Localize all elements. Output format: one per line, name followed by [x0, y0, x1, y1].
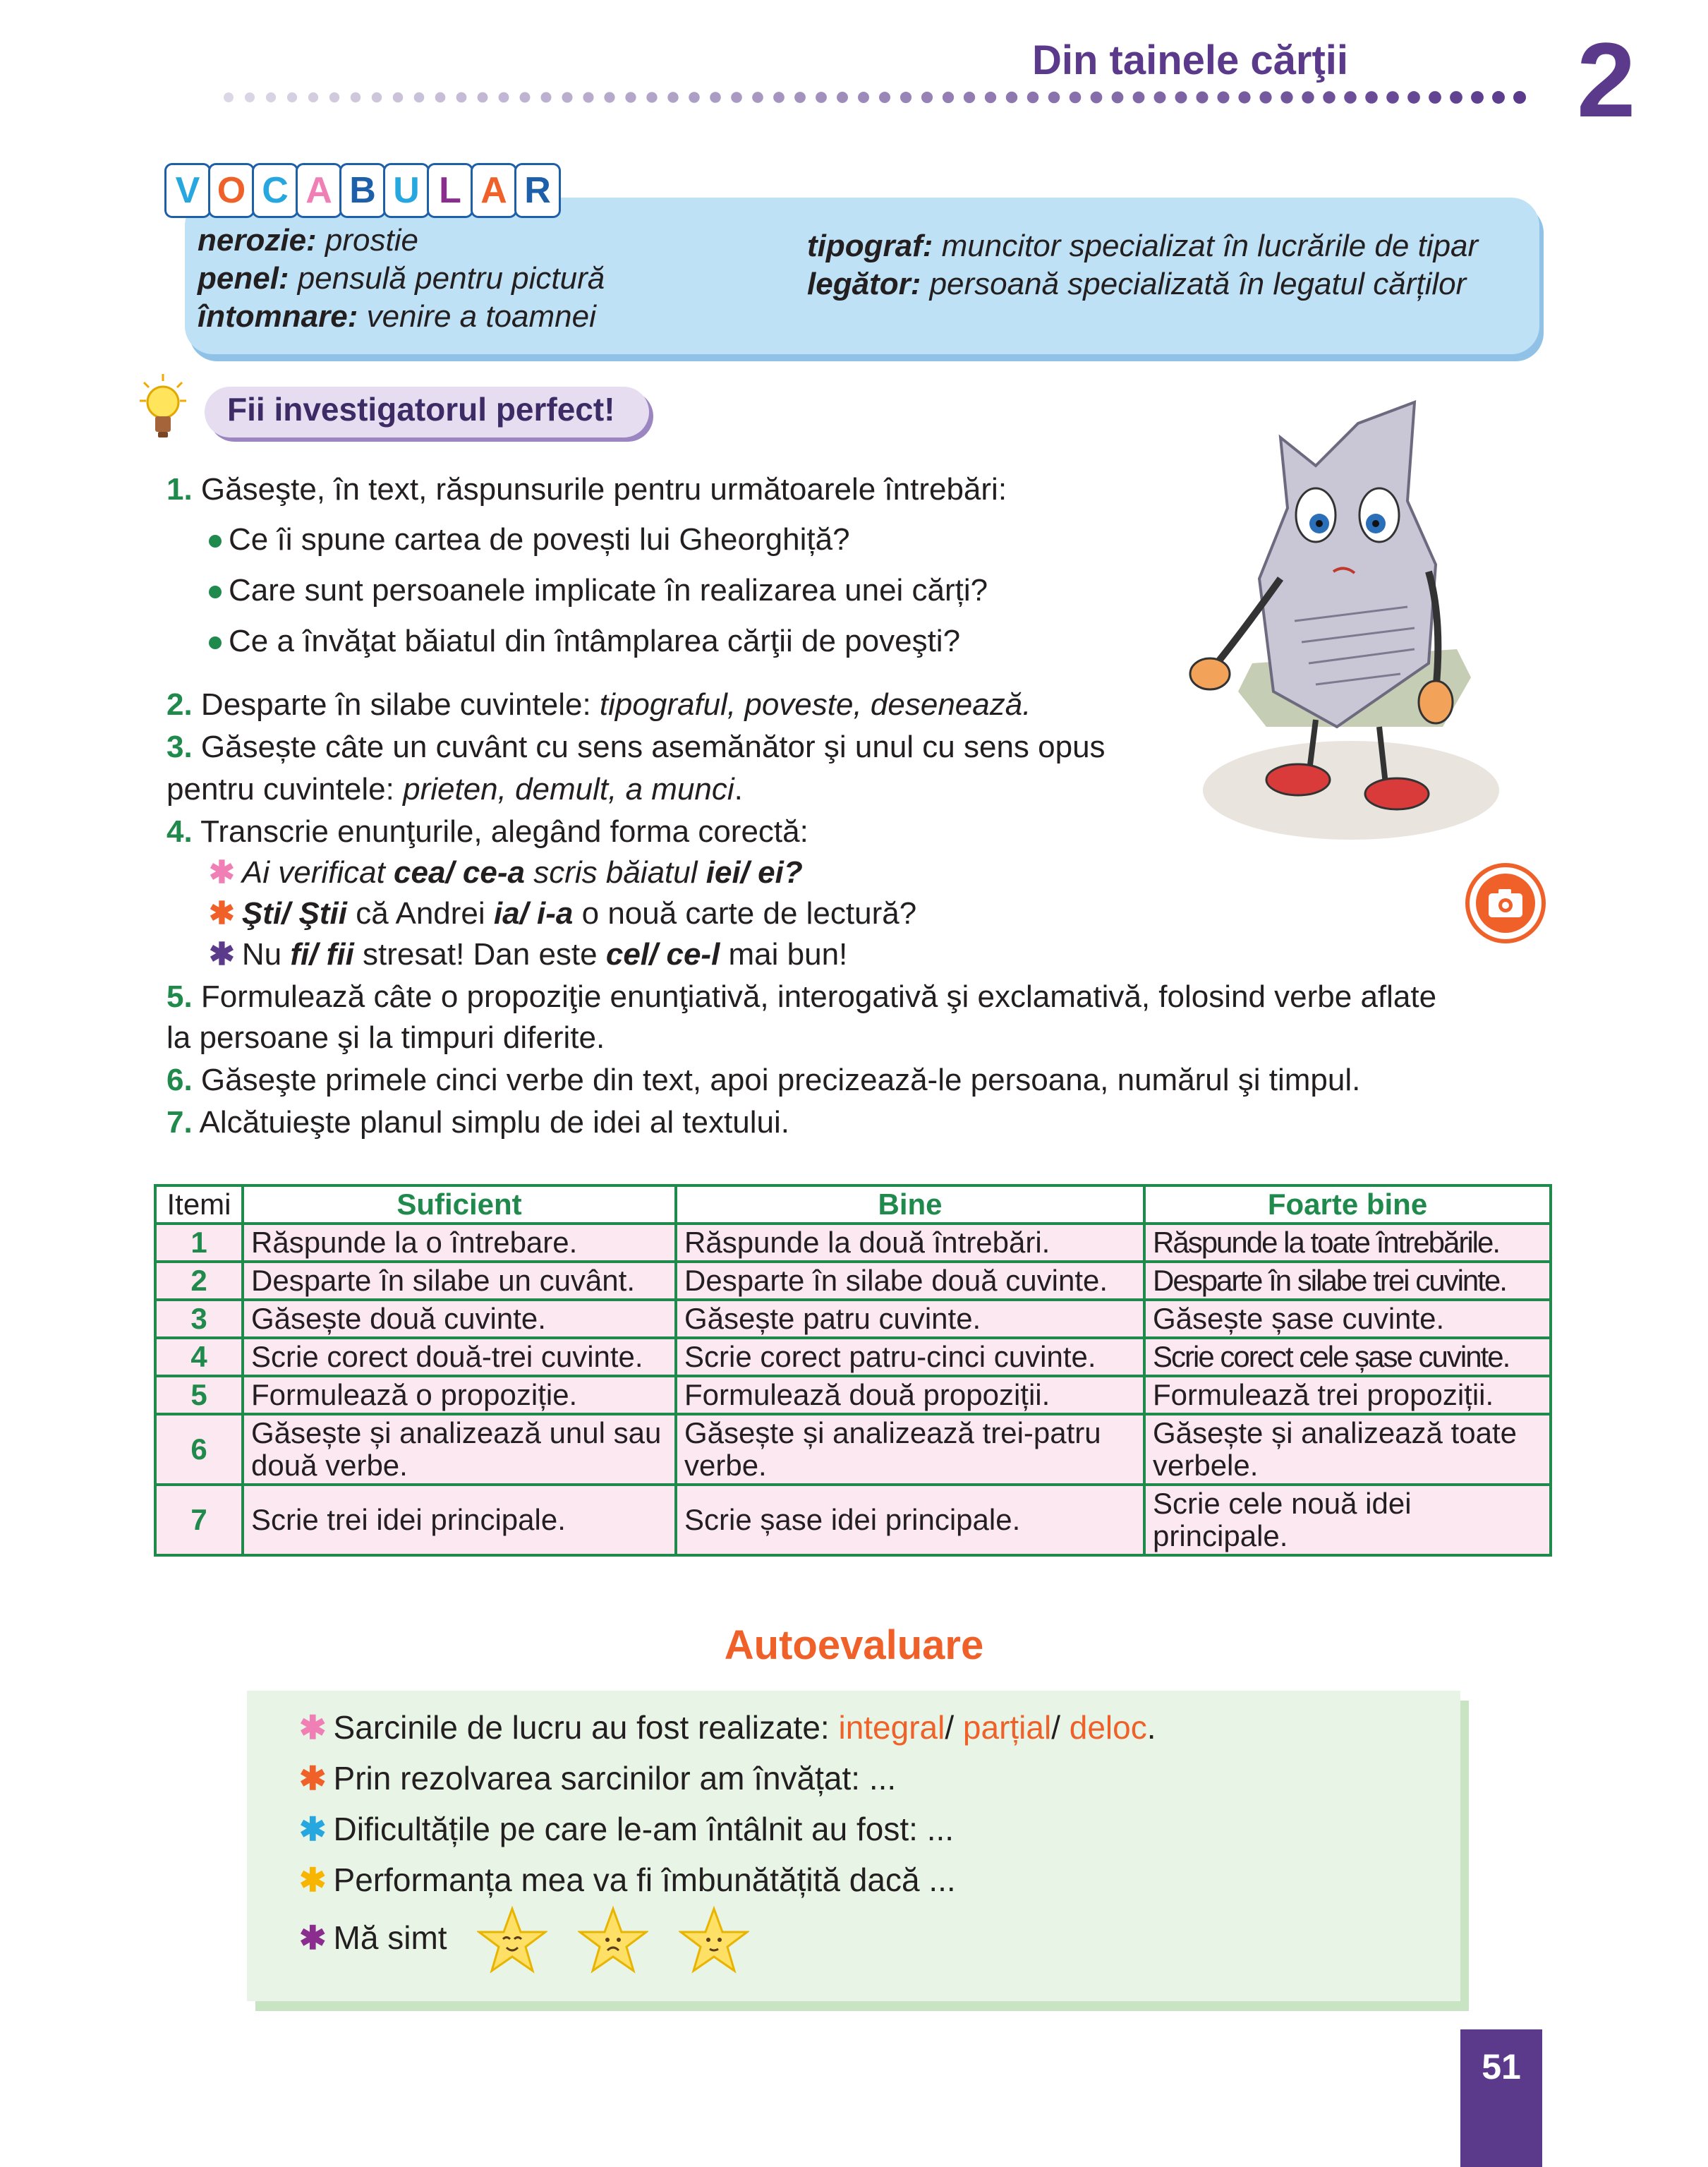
- vocabular-letter-tile: V: [166, 165, 209, 216]
- vocab-entry: penel: pensulă pentru pictură: [198, 261, 605, 296]
- autoevaluare-item: ✱ Prin rezolvarea sarcinilor am învățat: ...: [299, 1760, 897, 1797]
- header-cell: Itemi: [155, 1185, 243, 1224]
- vocabulary-left-column: [198, 222, 605, 336]
- question-4-item: ✱ Ai verificat cea/ ce-a scris băiatul iei/ ei?: [209, 855, 803, 890]
- vocabular-letter-tile: A: [298, 165, 340, 216]
- question-1: 1. Găseşte, în text, răspunsurile pentru următoarele întrebări:: [166, 472, 1007, 507]
- vocabular-letter-tile: B: [341, 165, 384, 216]
- table-cell: Găsește și analizează trei-patru verbe.: [676, 1414, 1144, 1485]
- table-cell: Găsește și analizează unul sau două verbe.: [243, 1414, 676, 1485]
- question-5-line2: la persoane şi la timpuri diferite.: [166, 1020, 605, 1055]
- table-cell: Scrie trei idei principale.: [243, 1485, 676, 1555]
- question-1-bullet: Ce a învăţat băiatul din întâmplarea cărţii de poveşti?: [209, 621, 960, 662]
- option-integral[interactable]: integral: [838, 1709, 945, 1746]
- table-row: [155, 1485, 1551, 1555]
- table-cell: Găsește două cuvinte.: [243, 1300, 676, 1338]
- question-4-item: ✱ Şti/ Ştii că Andrei ia/ i-a o nouă carte de lectură?: [209, 896, 917, 931]
- item-number-cell: 3: [155, 1300, 243, 1338]
- option-deloc[interactable]: deloc: [1069, 1709, 1147, 1746]
- header-cell: Foarte bine: [1144, 1185, 1551, 1224]
- question-1-bullet: Ce îi spune cartea de povești lui Gheorghiță?: [209, 519, 850, 560]
- table-cell: Scrie cele nouă idei principale.: [1144, 1485, 1551, 1555]
- item-number-cell: 6: [155, 1414, 243, 1485]
- table-row: [155, 1300, 1551, 1338]
- item-number-cell: 4: [155, 1338, 243, 1376]
- chapter-number: 2: [1577, 20, 1636, 139]
- item-number-cell: 5: [155, 1376, 243, 1414]
- question-3-line2: pentru cuvintele: prieten, demult, a munci.: [166, 772, 743, 807]
- page-number: 51: [1482, 2047, 1521, 2087]
- table-cell: Desparte în silabe trei cuvinte.: [1144, 1262, 1551, 1300]
- table-header-row: [155, 1185, 1551, 1224]
- table-row: [155, 1224, 1551, 1262]
- table-cell: Scrie corect cele șase cuvinte.: [1144, 1338, 1551, 1376]
- option-partial[interactable]: parțial: [962, 1709, 1052, 1746]
- vocabular-letter-tile: A: [473, 165, 515, 216]
- question-4: 4. Transcrie enunţurile, alegând forma corectă:: [166, 814, 808, 849]
- vocab-entry: legător: persoană specializată în legatul cărților: [807, 267, 1467, 301]
- camera-icon[interactable]: [1465, 862, 1546, 944]
- lightbulb-icon: [138, 373, 188, 443]
- table-cell: Formulează două propoziții.: [676, 1376, 1144, 1414]
- table-cell: Desparte în silabe un cuvânt.: [243, 1262, 676, 1300]
- table-row: [155, 1414, 1551, 1485]
- autoevaluare-title: Autoevaluare: [724, 1622, 984, 1668]
- vocabular-letter-tile: L: [429, 165, 471, 216]
- table-cell: Răspunde la toate întrebările.: [1144, 1224, 1551, 1262]
- question-7: 7. Alcătuieşte planul simplu de idei al textului.: [166, 1105, 789, 1140]
- item-number-cell: 1: [155, 1224, 243, 1262]
- happy-star-icon[interactable]: [477, 1905, 547, 1976]
- vocab-entry: întomnare: venire a toamnei: [198, 299, 596, 334]
- autoevaluare-list: [299, 1702, 1156, 1976]
- table-cell: Formulează o propoziție.: [243, 1376, 676, 1414]
- table-cell: Găsește șase cuvinte.: [1144, 1300, 1551, 1338]
- chapter-title: Din tainele cărţii: [1031, 37, 1348, 83]
- vocabular-letter-tile: R: [516, 165, 559, 216]
- dotted-divider: [219, 83, 1545, 111]
- table-cell: Găsește patru cuvinte.: [676, 1300, 1144, 1338]
- table-cell: Scrie corect două-trei cuvinte.: [243, 1338, 676, 1376]
- question-4-item: ✱ Nu fi/ fii stresat! Dan este cel/ ce-l mai bun!: [209, 937, 848, 972]
- vocab-entry: tipograf: muncitor specializat în lucrările de tipar: [807, 229, 1479, 263]
- table-row: [155, 1376, 1551, 1414]
- autoevaluare-item: ✱ Dificultățile pe care le-am întâlnit au fost: ...: [299, 1811, 955, 1847]
- table-row: [155, 1262, 1551, 1300]
- sad-star-icon[interactable]: [578, 1905, 648, 1976]
- question-6: 6. Găseşte primele cinci verbe din text, apoi precizează-le persoana, numărul şi timpul.: [166, 1063, 1361, 1097]
- question-2: 2. Desparte în silabe cuvintele: tipograful, poveste, desenează.: [166, 687, 1031, 722]
- autoevaluare-item: ✱ Mă simt: [299, 1905, 1156, 1976]
- vocabular-letter-tile: O: [210, 165, 253, 216]
- vocab-entry: nerozie: prostie: [198, 223, 418, 258]
- question-3: 3. Găsește câte un cuvânt cu sens asemănător şi unul cu sens opus: [166, 730, 1106, 764]
- table-cell: Scrie corect patru-cinci cuvinte.: [676, 1338, 1144, 1376]
- table-cell: Formulează trei propoziții.: [1144, 1376, 1551, 1414]
- neutral-star-icon[interactable]: [679, 1905, 749, 1976]
- table-cell: Răspunde la două întrebări.: [676, 1224, 1144, 1262]
- vocabular-letter-tile: C: [254, 165, 296, 216]
- table-cell: Răspunde la o întrebare.: [243, 1224, 676, 1262]
- table-cell: Scrie șase idei principale.: [676, 1485, 1144, 1555]
- book-page-character-illustration: [1175, 395, 1506, 847]
- question-1-bullet: Care sunt persoanele implicate în realizarea unei cărți?: [209, 570, 988, 611]
- investigator-label: Fii investigatorul perfect!: [227, 391, 615, 428]
- table-row: [155, 1338, 1551, 1376]
- autoevaluare-item: ✱ Performanța mea va fi îmbunătățită dacă ...: [299, 1861, 956, 1898]
- evaluation-table: [154, 1184, 1552, 1557]
- header-cell: Bine: [676, 1185, 1144, 1224]
- table-cell: Găsește și analizează toate verbele.: [1144, 1414, 1551, 1485]
- vocabulary-title: [166, 165, 560, 219]
- header-cell: Suficient: [243, 1185, 676, 1224]
- autoevaluare-item: ✱ Sarcinile de lucru au fost realizate: integral/ parțial/ deloc.: [299, 1709, 1156, 1746]
- question-5: 5. Formulează câte o propoziţie enunţiativă, interogativă şi exclamativă, folosind verbe aflate: [166, 979, 1437, 1014]
- vocabulary-right-column: [807, 227, 1478, 303]
- vocabular-letter-tile: U: [385, 165, 428, 216]
- item-number-cell: 7: [155, 1485, 243, 1555]
- table-cell: Desparte în silabe două cuvinte.: [676, 1262, 1144, 1300]
- item-number-cell: 2: [155, 1262, 243, 1300]
